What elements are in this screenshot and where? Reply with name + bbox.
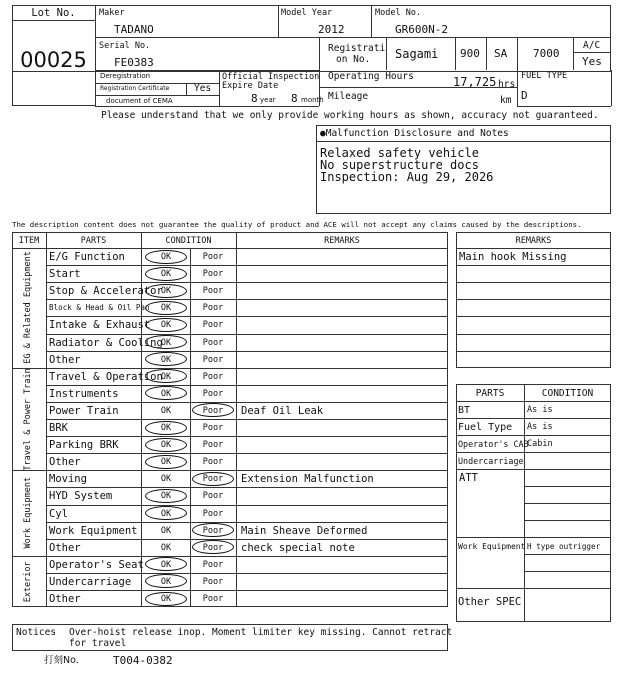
poor-label: Poor: [202, 371, 224, 382]
poor-label: Poor: [202, 508, 224, 519]
ok-label: OK: [160, 405, 172, 416]
cema-label: document of CEMA: [106, 97, 173, 105]
poor-label: Poor: [202, 320, 224, 331]
poor-circle-mark: [192, 472, 234, 486]
poor-label: Poor: [202, 252, 224, 262]
part-label: Stop & Accelerator: [49, 285, 163, 298]
part-label: Operator's Seat: [49, 558, 144, 571]
ok-label: OK: [160, 474, 172, 485]
ok-label: OK: [160, 337, 172, 348]
group-label: Exterior: [23, 560, 33, 602]
part-label: Start: [49, 268, 81, 281]
poor-label: Poor: [202, 542, 224, 553]
part-label: Other: [49, 353, 81, 366]
poor-label: Poor: [202, 286, 224, 297]
part-label: Undercarriage: [49, 575, 132, 588]
right-remark-line: Main hook Missing: [459, 251, 567, 263]
poor-label: Poor: [202, 388, 224, 399]
notices-line-2: for travel: [69, 638, 127, 649]
registration-number: 7000: [533, 47, 560, 60]
notices-line-1: Over-hoist release inop. Moment limiter key missing. Cannot retract: [69, 627, 453, 638]
right-part-label: Fuel Type: [458, 422, 513, 433]
ok-label: OK: [160, 388, 172, 399]
hrs-unit: hrs: [498, 79, 516, 90]
part-label: Other: [49, 541, 81, 554]
stamp-value: T004-0382: [113, 654, 173, 667]
month-unit: month: [301, 96, 324, 104]
part-label: BRK: [49, 422, 68, 434]
poor-label: Poor: [202, 576, 224, 587]
att-label: ATT: [459, 472, 478, 484]
group-label: Work Equipment: [23, 477, 33, 549]
lot-no-label: Lot No.: [31, 7, 76, 19]
mileage-label: Mileage: [328, 91, 369, 102]
right-part-label: BT: [458, 405, 471, 416]
poor-label: Poor: [202, 440, 224, 451]
registration-label-2: on No.: [336, 54, 371, 65]
right-remarks-header: REMARKS: [515, 236, 552, 246]
poor-label: Poor: [202, 354, 224, 365]
model-year-value: 2012: [318, 23, 345, 36]
ok-circle-mark: [145, 438, 187, 452]
remark-text: Extension Malfunction: [241, 473, 374, 486]
poor-label: Poor: [202, 559, 224, 570]
ok-circle-mark: [145, 335, 187, 349]
inspection-month: 8: [291, 92, 298, 105]
lot-box-lower: [12, 72, 96, 106]
malfunction-line-1: Relaxed safety vehicle: [320, 146, 479, 160]
remark-text: check special note: [241, 541, 355, 554]
hours-notice: Please understand that we only provide working hours as shown, accuracy not guaranteed.: [101, 110, 599, 121]
part-label: Cyl: [49, 507, 68, 520]
poor-label: Poor: [202, 594, 224, 604]
km-unit: km: [500, 95, 512, 106]
disclaimer: The description content does not guarantee the quality of product and ACE will not accept any claims caused by the descriptions.: [12, 220, 582, 229]
part-label: Moving: [49, 473, 87, 486]
ok-circle-mark: [145, 301, 187, 315]
part-label: E/G Function: [49, 251, 125, 263]
part-label: Block & Head & Oil Pan: [49, 303, 150, 313]
parts-header: PARTS: [80, 236, 107, 246]
ok-label: OK: [160, 371, 172, 382]
right-part-label: Undercarriage: [458, 456, 524, 466]
ok-label: OK: [160, 269, 172, 280]
ok-label: OK: [160, 576, 172, 587]
part-label: Other: [49, 456, 81, 469]
poor-label: Poor: [202, 457, 224, 468]
model-no-label: Model No.: [375, 8, 422, 18]
right-part-condition: As is: [527, 422, 553, 432]
fuel-type-value: D: [521, 89, 528, 102]
registration-certificate-value: Yes: [194, 83, 212, 94]
ok-label: OK: [160, 423, 172, 433]
group-label: Travel & Power Train: [23, 367, 33, 471]
ok-circle-mark: [145, 352, 187, 366]
ok-label: OK: [160, 303, 172, 314]
registration-kana: SA: [494, 47, 508, 60]
part-label: HYD System: [49, 490, 113, 503]
model-year-label: Model Year: [281, 8, 333, 18]
part-label: Work Equipment: [49, 524, 138, 537]
stamp-label: 打刻No.: [44, 655, 79, 666]
malfunction-line-2: No superstructure docs: [320, 158, 479, 172]
operating-hours-label: Operating Hours: [328, 71, 414, 82]
work-equipment-value: H type outrigger: [527, 542, 601, 551]
item-header: ITEM: [18, 236, 40, 246]
poor-circle-mark: [192, 523, 234, 537]
condition-header: CONDITION: [165, 236, 212, 246]
ok-label: OK: [160, 559, 172, 570]
poor-label: Poor: [202, 405, 224, 416]
registration-area: Sagami: [395, 47, 439, 61]
lot-no-value: 00025: [20, 48, 87, 72]
other-spec-label: Other SPEC: [458, 596, 522, 608]
ok-circle-mark: [145, 489, 187, 503]
poor-label: Poor: [202, 303, 224, 314]
part-label: Parking BRK: [49, 439, 119, 452]
ok-label: OK: [160, 320, 172, 331]
ok-label: OK: [160, 286, 172, 297]
poor-label: Poor: [202, 474, 224, 485]
ok-label: OK: [160, 542, 172, 553]
ok-label: OK: [160, 354, 172, 365]
ok-label: OK: [160, 252, 172, 262]
ok-label: OK: [160, 457, 172, 468]
ok-circle-mark: [145, 318, 187, 332]
poor-label: Poor: [202, 423, 224, 433]
part-label: Instruments: [49, 387, 119, 400]
group-label: EG & Related Equipment: [23, 251, 33, 365]
ok-label: OK: [160, 491, 172, 502]
part-label: Travel & Operation: [49, 370, 163, 383]
operating-hours-value: 17,725: [453, 75, 497, 89]
part-label: Intake & Exhaust: [49, 319, 151, 332]
remark-text: Deaf Oil Leak: [241, 404, 324, 417]
inspection-label-2: Expire Date: [222, 81, 279, 91]
inspection-label-1: Official Inspection: [222, 72, 320, 82]
work-equipment-label: Work Equipment: [458, 542, 526, 551]
inspection-year: 8: [251, 92, 258, 105]
maker-label: Maker: [99, 8, 125, 18]
ok-circle-mark: [145, 592, 187, 606]
ac-value: Yes: [582, 55, 602, 68]
ok-circle-mark: [145, 421, 187, 435]
ok-circle-mark: [145, 506, 187, 520]
maker-value: TADANO: [114, 23, 154, 36]
ok-circle-mark: [145, 284, 187, 298]
ok-label: OK: [160, 594, 172, 604]
ok-label: OK: [160, 440, 172, 451]
ac-label: A/C: [583, 40, 601, 51]
malfunction-line-3: Inspection: Aug 29, 2026: [320, 170, 494, 184]
serial-no-value: FE0383: [114, 56, 154, 69]
poor-label: Poor: [202, 491, 224, 502]
notices-label: Notices: [16, 627, 57, 638]
part-label: Power Train: [49, 404, 119, 417]
remarks-header: REMARKS: [324, 236, 360, 246]
year-unit: year: [260, 96, 276, 104]
right-parts-header: PARTS: [475, 388, 505, 399]
ok-circle-mark: [145, 455, 187, 469]
right-condition-header: CONDITION: [541, 388, 594, 399]
ok-label: OK: [160, 525, 172, 536]
registration-class: 900: [460, 47, 480, 60]
malfunction-title: ●Malfunction Disclosure and Notes: [320, 128, 509, 139]
right-part-condition: Cabin: [527, 439, 553, 449]
poor-label: Poor: [202, 525, 224, 536]
right-part-condition: As is: [527, 405, 553, 415]
registration-certificate-label: Registration Certificate: [100, 85, 170, 92]
poor-label: Poor: [202, 269, 224, 280]
model-no-value: GR600N-2: [395, 23, 448, 36]
ok-circle-mark: [145, 250, 187, 264]
deregistration-label: Deregistration: [100, 72, 151, 80]
ok-label: OK: [160, 508, 172, 519]
ok-circle-mark: [145, 267, 187, 281]
remark-text: Main Sheave Deformed: [241, 524, 368, 537]
part-label: Radiator & Cooling: [49, 336, 163, 349]
part-label: Other: [49, 593, 81, 605]
right-part-label: Operator's CAB: [458, 439, 529, 449]
registration-label-1: Registrati: [328, 43, 386, 54]
serial-no-label: Serial No.: [99, 41, 151, 51]
fuel-type-label: FUEL TYPE: [521, 71, 568, 81]
poor-label: Poor: [202, 337, 224, 348]
